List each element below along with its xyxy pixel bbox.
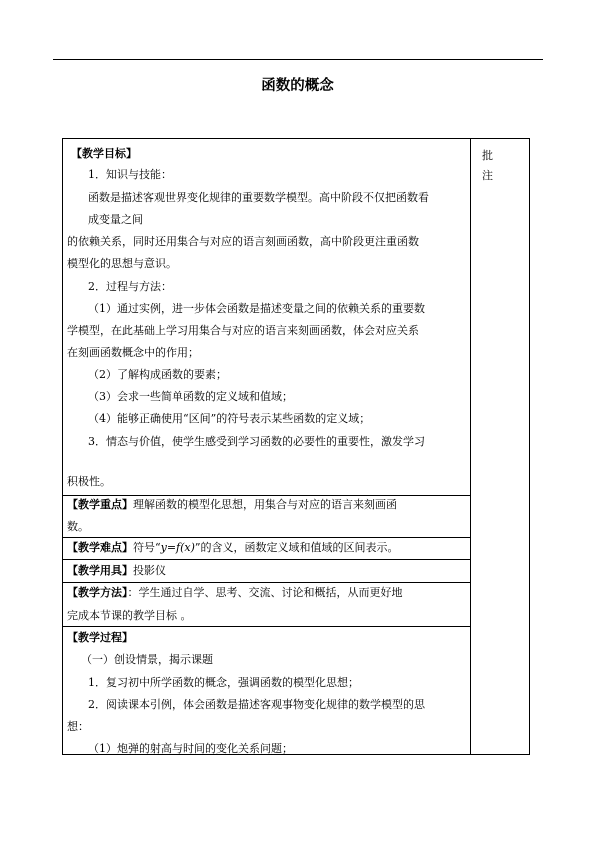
objectives-line: （4）能够正确使用“区间”的符号表示某些函数的定义域； — [88, 412, 371, 425]
objectives-line: 积极性。 — [67, 475, 111, 488]
objectives-line: 2．过程与方法： — [88, 280, 172, 293]
row-divider — [63, 582, 470, 583]
objectives-line: （1）通过实例，进一步体会函数是描述变量之间的依赖关系的重要数 — [88, 302, 425, 315]
methods-text: ：学生通过自学、思考、交流、讨论和概括，从而更好地 — [127, 586, 403, 599]
note-label-char2: 注 — [482, 169, 493, 182]
column-divider — [470, 139, 471, 754]
key-points-header: 【教学重点】 — [67, 498, 133, 511]
process-line: 1．复习初中所学函数的概念，强调函数的模型化思想； — [88, 676, 359, 689]
page-title: 函数的概念 — [261, 78, 334, 94]
objectives-line: 1．知识与技能： — [88, 168, 172, 181]
lesson-plan-table — [62, 138, 530, 755]
header-rule — [53, 59, 543, 60]
difficulties-text: ”的含义，函数定义域和值域的区间表示。 — [194, 541, 399, 554]
objectives-line: （2）了解构成函数的要素； — [88, 368, 227, 381]
function-notation: y=f(x) — [160, 541, 195, 554]
key-points-text: 理解函数的模型化思想，用集合与对应的语言来刻画函 — [133, 498, 397, 511]
objectives-line: 模型化的思想与意识。 — [67, 257, 177, 270]
methods-text: 完成本节课的教学目标 。 — [67, 609, 192, 622]
note-label-char1: 批 — [482, 149, 493, 162]
objectives-line: （3）会求一些简单函数的定义域和值域； — [88, 390, 293, 403]
objectives-line: 函数是描述客观世界变化规律的重要数学模型。高中阶段不仅把函数看 — [88, 191, 429, 204]
row-divider — [63, 559, 470, 560]
process-header: 【教学过程】 — [67, 631, 133, 644]
tools-text: 投影仪 — [133, 564, 166, 577]
tools-section — [67, 564, 166, 578]
objectives-line: 学模型，在此基础上学习用集合与对应的语言来刻画函数，体会对应关系 — [67, 324, 419, 337]
key-points-text: 数。 — [67, 520, 89, 533]
process-line: 2．阅读课本引例，体会函数是描述客观事物变化规律的数学模型的思 — [88, 698, 425, 711]
difficulties-text: 符号“ — [133, 541, 161, 554]
objectives-line: 3．情态与价值，使学生感受到学习函数的必要性的重要性，激发学习 — [88, 435, 425, 448]
objectives-line: 在刻画函数概念中的作用； — [67, 346, 199, 359]
objectives-header: 【教学目标】 — [71, 147, 137, 160]
difficulties-section — [67, 541, 399, 555]
difficulties-header: 【教学难点】 — [67, 541, 133, 554]
row-divider — [63, 495, 470, 496]
row-divider — [63, 626, 470, 627]
methods-header: 【教学方法】 — [67, 586, 128, 599]
row-divider — [63, 537, 470, 538]
process-line: （一）创设情景，揭示课题 — [81, 653, 213, 666]
objectives-line: 成变量之间 — [88, 213, 143, 226]
tools-header: 【教学用具】 — [67, 564, 133, 577]
process-line: （1）炮弹的射高与时间的变化关系问题； — [88, 742, 293, 755]
process-line: 想： — [67, 720, 89, 733]
objectives-line: 的依赖关系，同时还用集合与对应的语言刻画函数，高中阶段更注重函数 — [67, 235, 419, 248]
